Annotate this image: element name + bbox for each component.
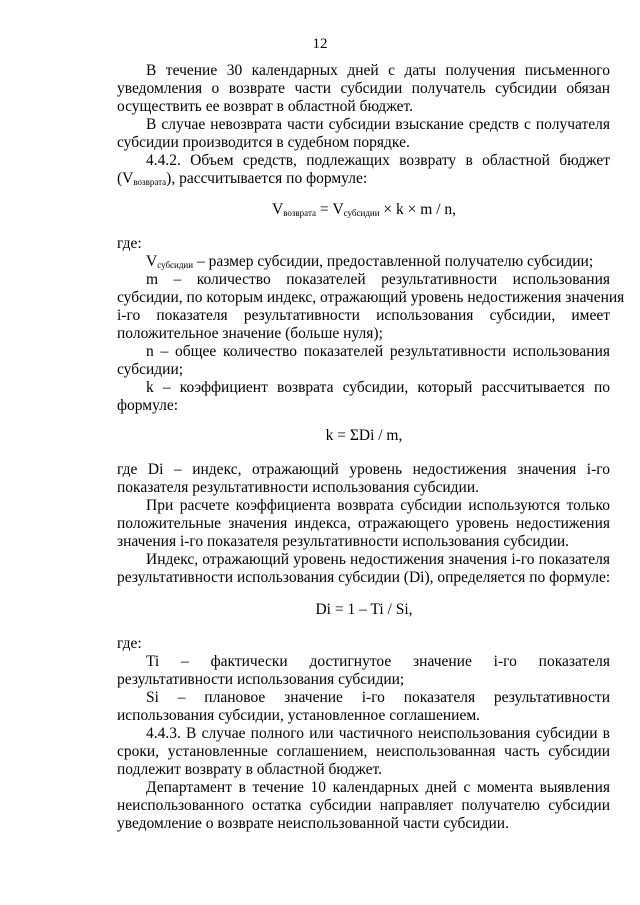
text-line: положительное значение (больше нуля); [117,325,383,342]
text-line: уведомления о возврате части субсидии получатель субсидии обязан [117,80,610,97]
where-label: где: [117,635,142,652]
text-line: При расчете коэффициента возврата субсидии используются только [146,497,610,514]
text-line: Департамент в течение 10 календарных дней с момента выявления [146,779,610,796]
text-line: 4.4.3. В случае полного или частичного неиспользования субсидии в [146,725,610,742]
definition-v-subsidy: $V_{субсидии}$ – размер субсидии, предоставленной получателю субсидии; [146,253,594,270]
text-line: k – коэффициент возврата субсидии, который рассчитывается по [146,379,610,396]
text-line: $(V_{возврата})$, рассчитывается по формуле: [117,170,368,187]
text-line: положительные значения индекса, отражающего уровень недостижения [117,515,610,532]
text-line: В течение 30 календарных дней с даты получения письменного [146,62,610,79]
text-line: Ti – фактически достигнутое значение i-го показателя [146,653,610,670]
text-line: значения i-го показателя результативности использования субсидии. [117,533,570,550]
where-label: где: [117,235,142,252]
page-number: 12 [312,36,328,52]
text-line: субсидии, по которым индекс, отражающий уровень недостижения значения [117,289,625,306]
text-line: осуществить ее возврат в областной бюджет. [117,98,414,115]
text-line: показателя результативности использования субсидии. [117,479,480,496]
text-line: результативности использования субсидии (Di), определяется по формуле: [117,569,611,586]
text-line: формуле: [117,397,179,414]
text-line: i-го показателя результативности использования субсидии, имеет [117,307,610,324]
text-line: m – количество показателей результативности использования [146,271,610,288]
text-line: уведомление о возврате неиспользованной части субсидии. [117,815,509,832]
text-line: 4.4.2. Объем средств, подлежащих возврату в областной бюджет [146,152,610,169]
text-line: В случае невозврата части субсидии взыскание средств с получателя [146,116,610,133]
text-line: где Di – индекс, отражающий уровень недостижения значения i-го [117,461,610,478]
text-line: подлежит возврату в областной бюджет. [117,761,382,778]
text-line: сроки, установленные соглашением, неиспользованная часть субсидии [117,743,610,760]
text-line: неиспользованного остатка субсидии направляет получателю субсидии [117,797,610,814]
text-line: Индекс, отражающий уровень недостижения значения i-го показателя [146,551,610,568]
formula-k-coefficient: k = ΣDi / m, [325,427,403,444]
text-line: субсидии; [117,361,184,378]
text-line: Si – плановое значение i-го показателя результативности [146,689,610,706]
formula-return-volume: $V_{возврата} = V_{субсидии} \times k \times m / n$, [271,201,457,218]
text-line: использования субсидии, установленное соглашением. [117,707,481,724]
text-line: n – общее количество показателей результативности использования [146,343,610,360]
text-line: субсидии производится в судебном порядке. [117,134,410,151]
text-line: результативности использования субсидии; [117,671,405,688]
formula-di-index: Di = 1 – Ti / Si, [315,601,413,618]
